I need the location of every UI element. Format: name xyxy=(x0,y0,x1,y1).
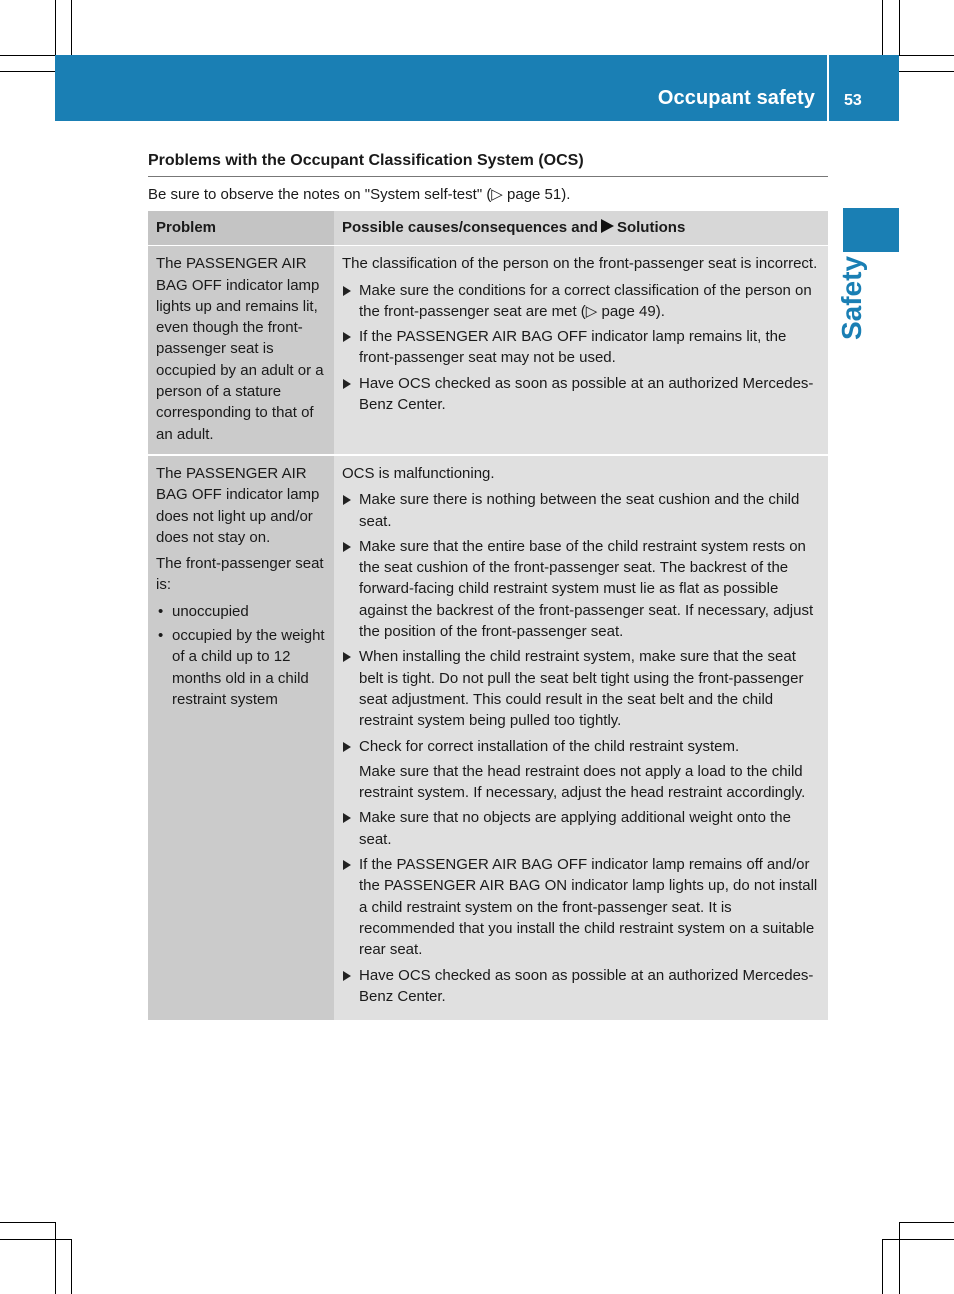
section-title: Problems with the Occupant Classification System (OCS) xyxy=(148,152,584,169)
action-arrow-icon xyxy=(343,542,351,552)
action-arrow-icon xyxy=(343,742,351,752)
table-row xyxy=(148,246,828,455)
crop-mark xyxy=(55,0,56,55)
crop-mark xyxy=(55,1222,56,1294)
page-title: Occupant safety xyxy=(657,87,815,109)
crop-mark xyxy=(0,55,55,56)
list-item: Have OCS checked as soon as possible at an authorized Mercedes-Benz Center. xyxy=(342,373,820,416)
list-item: When installing the child restraint system, make sure that the seat belt is tight. Do not pull the seat belt tight using the front-passenger seat adjustment. This could result in the seat belt and the child restraint system being pulled too tightly. xyxy=(342,646,820,731)
list-item: If the PASSENGER AIR BAG OFF indicator lamp remains lit, the front-passenger seat may not be used. xyxy=(342,326,820,369)
side-tab xyxy=(843,208,899,252)
list-item: Make sure the conditions for a correct classification of the person on the front-passenger seat are met (▷ page 49). xyxy=(342,280,820,323)
list-item: If the PASSENGER AIR BAG OFF indicator lamp remains off and/or the PASSENGER AIR BAG ON indicator lamp lights up, do not install a child restraint system on the front-passenger seat. It is recommended that you install the child restraint system on a suitable rear seat. xyxy=(342,854,820,960)
crop-mark xyxy=(882,0,883,55)
list-item: Make sure that no objects are applying additional weight onto the seat. xyxy=(342,807,820,850)
action-arrow-icon xyxy=(601,219,614,233)
problem-cell xyxy=(148,455,334,1020)
step-note: Make sure that the head restraint does not apply a load to the child restraint system. If necessary, adjust the head restraint accordingly. xyxy=(359,762,806,802)
list-item: • unoccupied xyxy=(156,601,326,622)
bullet-icon: • xyxy=(158,627,164,645)
page-number: 53 xyxy=(844,92,862,109)
action-arrow-icon xyxy=(343,332,351,342)
list-item: Make sure there is nothing between the seat cushion and the child seat. xyxy=(342,489,820,532)
problems-table xyxy=(148,211,828,1020)
action-arrow-icon xyxy=(343,286,351,296)
header-problem: Problem xyxy=(148,211,334,246)
problem-cell xyxy=(148,246,334,455)
header-solutions xyxy=(334,211,828,246)
problem-note: The front-passenger seat is: xyxy=(156,555,324,594)
intro-text: Be sure to observe the notes on "System self-test" (▷ page 51). xyxy=(148,186,571,203)
crop-mark xyxy=(882,1239,954,1240)
crop-mark xyxy=(0,1222,55,1223)
action-arrow-icon xyxy=(343,652,351,662)
problem-text: The PASSENGER AIR BAG OFF indicator lamp lights up and remains lit, even though the front-passenger seat is occupied by an adult or a person of a stature corresponding to that of an adult. xyxy=(156,255,324,443)
crop-mark xyxy=(899,55,954,56)
solution-cell xyxy=(334,455,828,1020)
list-item: Have OCS checked as soon as possible at an authorized Mercedes-Benz Center. xyxy=(342,965,820,1008)
table-row xyxy=(148,455,828,1020)
list-item: Check for correct installation of the child restraint system. xyxy=(342,736,820,757)
crop-mark xyxy=(899,71,954,72)
list-item: • occupied by the weight of a child up to 12 months old in a child restraint system xyxy=(158,627,325,708)
cause-text: OCS is malfunctioning. xyxy=(342,464,495,482)
crop-mark xyxy=(71,1239,72,1294)
list-item: Make sure that the entire base of the child restraint system rests on the seat cushion of the front-passenger seat. The backrest of the forward-facing child restraint system must lie as flat as possible against the backrest of the front-passenger seat. If necessary, adjust the position of the front-passenger seat. xyxy=(342,536,820,642)
crop-mark xyxy=(899,1222,954,1223)
crop-mark xyxy=(71,0,72,55)
header-solutions-prefix: Possible causes/consequences and xyxy=(342,219,598,236)
crop-mark xyxy=(899,1222,900,1294)
section-divider xyxy=(148,176,828,177)
header-divider xyxy=(827,55,829,121)
action-arrow-icon xyxy=(343,813,351,823)
crop-mark xyxy=(0,1239,71,1240)
cause-text: The classification of the person on the front-passenger seat is incorrect. xyxy=(342,255,818,273)
bullet-icon: • xyxy=(158,602,164,620)
chapter-label: Safety xyxy=(836,255,867,341)
problem-text: The PASSENGER AIR BAG OFF indicator lamp does not light up and/or does not stay on. xyxy=(156,464,320,546)
crop-mark xyxy=(0,71,55,72)
crop-mark xyxy=(899,0,900,55)
action-arrow-icon xyxy=(343,860,351,870)
action-arrow-icon xyxy=(343,379,351,389)
crop-mark xyxy=(882,1239,883,1294)
table-header-row xyxy=(148,211,828,246)
header-bar xyxy=(55,55,899,121)
solution-cell xyxy=(334,246,828,455)
header-solutions-suffix: Solutions xyxy=(616,219,686,236)
action-arrow-icon xyxy=(343,495,351,505)
action-arrow-icon xyxy=(343,971,351,981)
